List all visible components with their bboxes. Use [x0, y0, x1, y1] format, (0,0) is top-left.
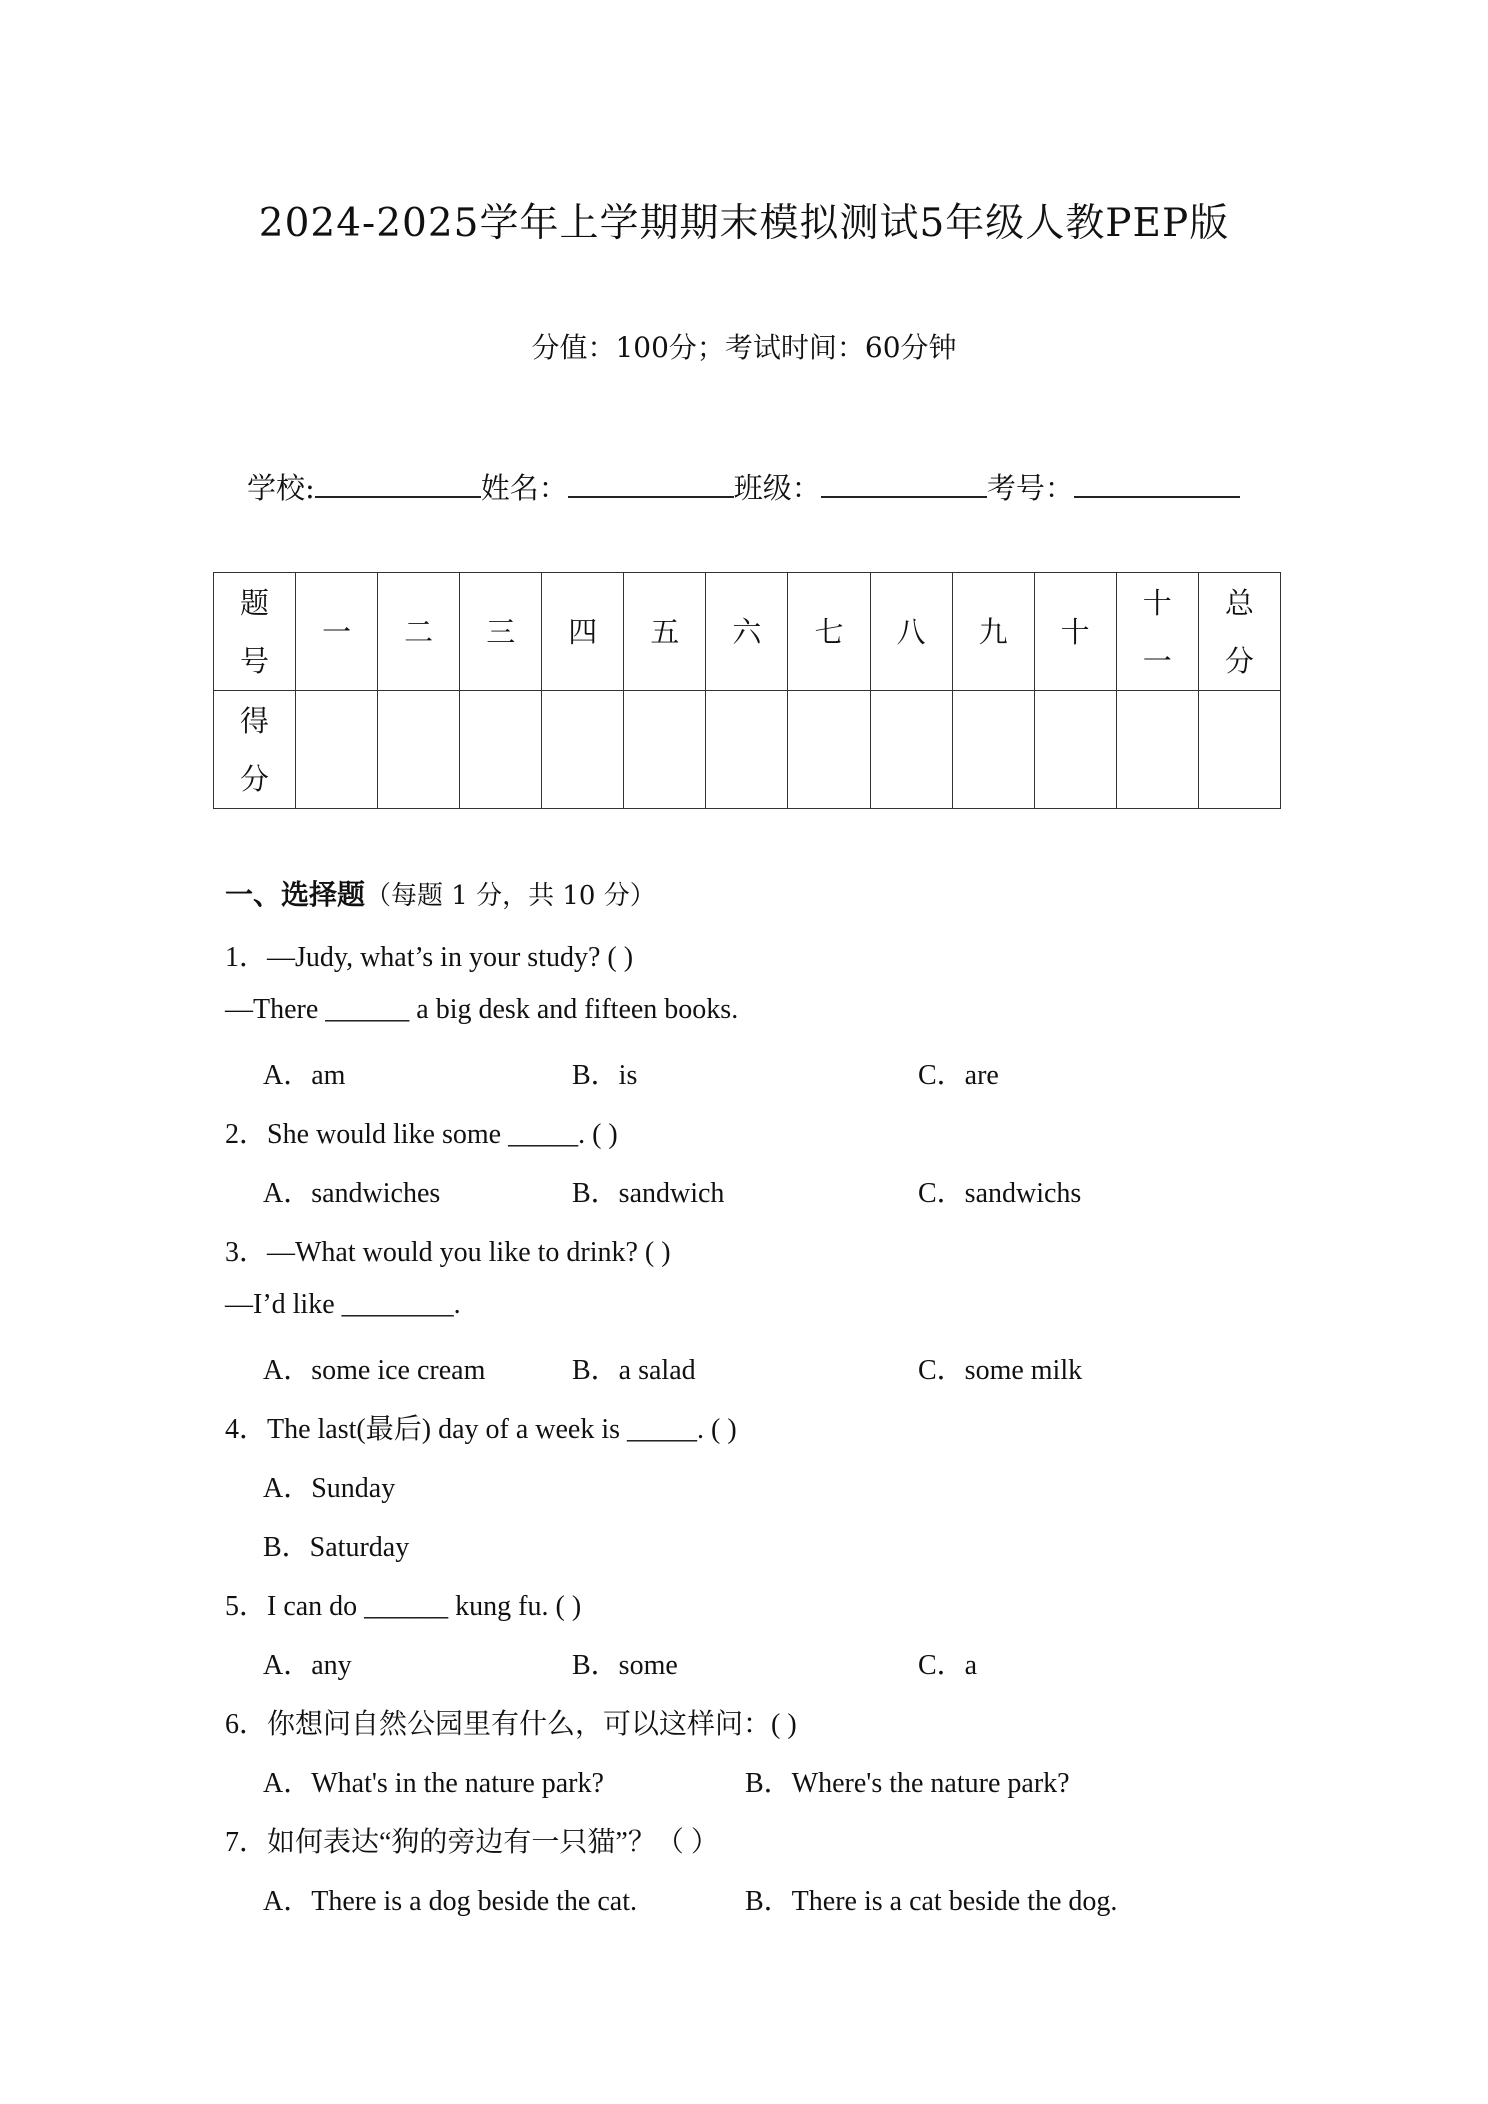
q6-option-b[interactable]: B．Where's the nature park? — [745, 1768, 1070, 1799]
header-cell: 五 — [624, 573, 706, 691]
header-cell: 总 分 — [1198, 573, 1280, 691]
question-1-stem: 1．—Judy, what’s in your study? ( ) — [225, 942, 634, 973]
q2-option-b[interactable]: B．sandwich — [572, 1178, 725, 1209]
question-5-stem: 5．I can do ______ kung fu. ( ) — [225, 1591, 582, 1622]
header-cell: 十 — [1034, 573, 1116, 691]
q3-option-c[interactable]: C．some milk — [918, 1355, 1083, 1386]
header-cell: 九 — [952, 573, 1034, 691]
header-cell: 一 — [296, 573, 378, 691]
score-row-label: 得 分 — [214, 691, 296, 809]
question-4-stem: 4．The last(最后) day of a week is _____. ( ) — [225, 1414, 737, 1445]
question-6-stem: 6．你想问自然公园里有什么，可以这样问：( ) — [225, 1709, 797, 1740]
header-cell: 二 — [378, 573, 460, 691]
q5-option-b[interactable]: B．some — [572, 1650, 678, 1681]
q5-option-c[interactable]: C．a — [918, 1650, 978, 1681]
q1-option-a[interactable]: A．am — [263, 1060, 346, 1091]
header-cell: 三 — [460, 573, 542, 691]
question-1-stem2: —There ______ a big desk and fifteen books. — [225, 994, 739, 1025]
header-cell: 八 — [870, 573, 952, 691]
section-heading — [225, 873, 656, 913]
exam-subtitle: 分值：100分；考试时间：60分钟 — [531, 331, 957, 364]
q1-option-b[interactable]: B．is — [572, 1060, 638, 1091]
q4-option-a[interactable]: A．Sunday — [263, 1473, 396, 1504]
question-3-stem: 3．—What would you like to drink? ( ) — [225, 1237, 671, 1268]
q2-option-c[interactable]: C．sandwichs — [918, 1178, 1082, 1209]
section-title: 一、选择题 — [225, 878, 366, 911]
q6-option-a[interactable]: A．What's in the nature park? — [263, 1768, 604, 1799]
q5-option-a[interactable]: A．any — [263, 1650, 352, 1681]
header-cell: 四 — [542, 573, 624, 691]
id-label: 考号： — [986, 471, 1074, 505]
question-3-stem2: —I’d like ________. — [225, 1289, 461, 1320]
q7-option-a[interactable]: A．There is a dog beside the cat. — [263, 1886, 637, 1917]
header-cell: 题 号 — [214, 573, 296, 691]
school-label: 学校: — [247, 471, 315, 505]
q3-option-b[interactable]: B．a salad — [572, 1355, 696, 1386]
q1-option-c[interactable]: C．are — [918, 1060, 999, 1091]
header-cell: 六 — [706, 573, 788, 691]
section-note: （每题 1 分，共 10 分） — [365, 881, 656, 911]
question-2-stem: 2．She would like some _____. ( ) — [225, 1119, 618, 1150]
exam-title: 2024-2025学年上学期期末模拟测试5年级人教PEP版 — [258, 201, 1230, 246]
header-cell: 十 一 — [1116, 573, 1198, 691]
q7-option-b[interactable]: B．There is a cat beside the dog. — [745, 1886, 1118, 1917]
q2-option-a[interactable]: A．sandwiches — [263, 1178, 441, 1209]
q3-option-a[interactable]: A．some ice cream — [263, 1355, 486, 1386]
q4-option-b[interactable]: B．Saturday — [263, 1532, 410, 1563]
question-7-stem: 7．如何表达“狗的旁边有一只猫”？（ ） — [225, 1827, 719, 1858]
name-label: 姓名： — [480, 471, 568, 505]
class-label: 班级： — [733, 471, 821, 505]
header-cell: 七 — [788, 573, 870, 691]
